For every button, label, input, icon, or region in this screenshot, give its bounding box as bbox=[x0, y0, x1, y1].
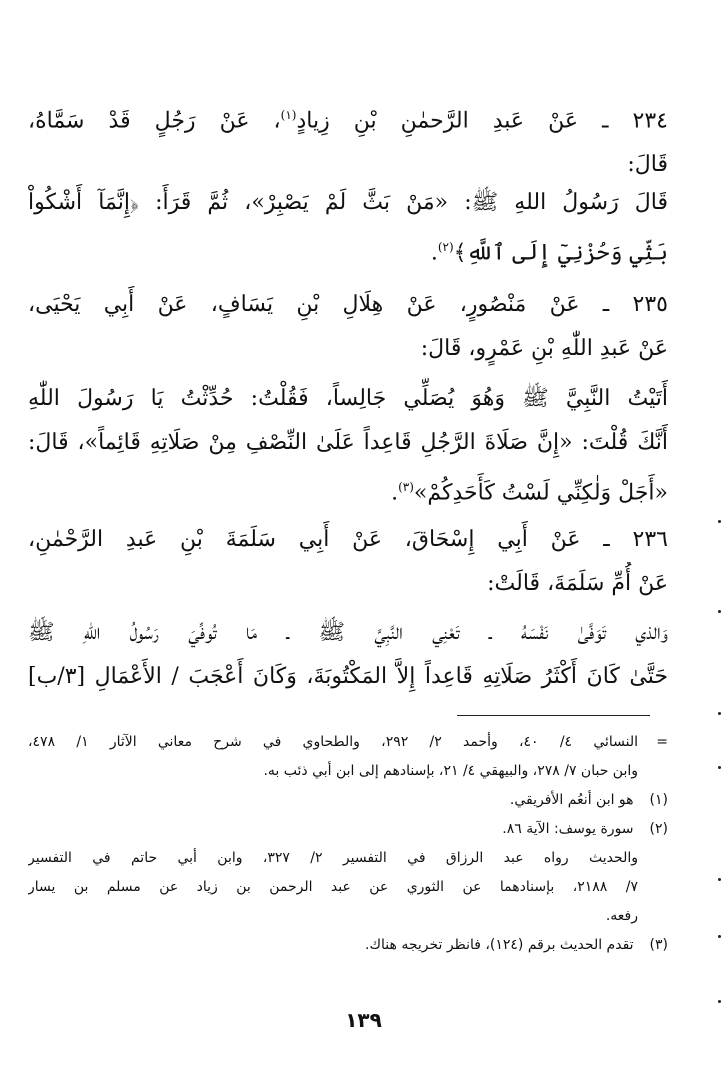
margin-dot bbox=[718, 935, 721, 938]
footnote-2-line: والحديث رواه عبد الرزاق في التفسير ٢/ ٣٢٧، وابن أبي حاتم في التفسير bbox=[28, 850, 638, 866]
margin-dot bbox=[718, 878, 721, 881]
footnote-text: سورة يوسف: الآية ٨٦. bbox=[502, 821, 634, 837]
margin-dot bbox=[718, 766, 721, 769]
hadith-236-paragraph bbox=[28, 518, 668, 606]
hadith-236-body bbox=[28, 611, 668, 699]
footnote-2-line: رفعه. bbox=[605, 908, 638, 924]
text-line: عَنْ أُمِّ سَلَمَةَ، قَالَتْ: bbox=[487, 571, 668, 596]
text-segment: ٢٣٤ ـ عَنْ عَبدِ الرَّحمٰنِ بْنِ زِيادٍ bbox=[296, 108, 668, 134]
text-line: ٢٣٥ ـ عَنْ مَنْصُورٍ، عَنْ هِلَالِ بْنِ يَسَافٍ، عَنْ أَبِي يَحْيَى، bbox=[28, 292, 668, 317]
margin-marks bbox=[713, 0, 721, 1065]
text-line: حَتَّىٰ كَانَ أَكْثَرُ صَلَاتِهِ قَاعِداً إِلاَّ المَكْتُوبَةَ، وَكَانَ أَعْجَبَ / الأَعْمَالِ [٣/ب] bbox=[28, 664, 668, 689]
text-line bbox=[28, 225, 668, 275]
page-number: ١٣٩ bbox=[345, 1008, 382, 1032]
hadith-235-paragraph bbox=[28, 283, 668, 371]
text-line bbox=[28, 93, 668, 143]
text-line: أَتَيْتُ النَّبِيَّ ﷺ وَهُوَ يُصَلِّي جَالِساً، فَقُلْتُ: حُدِّثْتُ يَا رَسُولَ اللّٰهِ bbox=[28, 386, 668, 411]
footnote-number: (١) bbox=[649, 792, 668, 808]
text-segment: ، عَنْ رَجُلٍ قَدْ سَمَّاهُ، bbox=[28, 108, 281, 134]
continuation-mark: = bbox=[656, 734, 668, 750]
text-line bbox=[28, 465, 668, 515]
footnote-3 bbox=[28, 931, 668, 960]
text-line: وَالذي تَوَفَّىٰ نَفْسَهُ ـ تَعْنِي النَّبِيَّ ﷺ ـ مَا تُوفِّيَ رَسُولُ اللهِ ﷺ bbox=[28, 620, 668, 645]
text-segment: بَثِّي وَحُزْنِيٓ إِلَى ٱللَّهِ﴾ bbox=[453, 240, 668, 266]
footnote-continuation-line: وابن حبان ٧/ ٢٧٨، والبيهقي ٤/ ٢١، بإسنادهم إلى ابن أبي ذئب به. bbox=[263, 763, 638, 779]
margin-dot bbox=[718, 610, 721, 613]
footnote-2 bbox=[28, 815, 668, 844]
footnote-continuation bbox=[28, 728, 668, 757]
margin-dot bbox=[718, 712, 721, 715]
text-segment: . bbox=[391, 480, 399, 506]
footnote-number: (٣) bbox=[649, 937, 668, 953]
text-line: عَنْ عَبدِ اللّٰهِ بْنِ عَمْرٍو، قَالَ: bbox=[420, 336, 668, 361]
footnote-text: هو ابن أنعُم الأفريقي. bbox=[509, 792, 634, 808]
hadith-234-body bbox=[28, 181, 668, 275]
hadith-235-body bbox=[28, 377, 668, 515]
footnote-2-line: ٧/ ٢١٨٨، بإسنادهما عن الثوري عن عبد الرحمن بن زياد عن مسلم بن يسار bbox=[28, 879, 638, 895]
footnote-text: النسائي ٤/ ٤٠، وأحمد ٢/ ٢٩٢، والطحاوي في شرح معاني الآثار ١/ ٤٧٨، bbox=[28, 734, 639, 750]
footnote-ref-2: (٢) bbox=[437, 240, 454, 254]
hadith-234-paragraph bbox=[28, 93, 668, 187]
text-segment: . bbox=[430, 240, 438, 266]
footnote-text: تقدم الحديث برقم (١٢٤)، فانظر تخريجه هناك. bbox=[365, 937, 634, 953]
footnote-1 bbox=[28, 786, 668, 815]
text-line: قَالَ رَسُولُ اللهِ ﷺ: «مَنْ بَثَّ لَمْ يَصْبِرْ»، ثُمَّ قَرَأَ: ﴿إِنَّمَآ أَشْكُواْ bbox=[28, 190, 668, 215]
text-segment: «أَجَلْ وَلٰكِنِّي لَسْتُ كَأَحَدِكُمْ» bbox=[413, 480, 668, 506]
text-line: أَنَّكَ قُلْتَ: «إِنَّ صَلَاةَ الرَّجُلِ قَاعِداً عَلَىٰ النِّصْفِ مِنْ صَلَاتِهِ قَائِماً»، قَالَ: bbox=[28, 430, 668, 455]
footnote-number: (٢) bbox=[649, 821, 668, 837]
text-line: ٢٣٦ ـ عَنْ أَبِي إِسْحَاقَ، عَنْ أَبِي سَلَمَةَ بْنِ عَبدِ الرَّحْمٰنِ، bbox=[28, 527, 668, 552]
text-line: قَالَ: bbox=[627, 152, 668, 178]
margin-dot bbox=[718, 1000, 721, 1003]
margin-dot bbox=[718, 520, 721, 523]
footnotes-section bbox=[28, 728, 668, 960]
footnote-ref-1: (١) bbox=[280, 108, 297, 122]
footnote-divider bbox=[457, 715, 650, 716]
footnote-ref-3: (٣) bbox=[398, 480, 414, 494]
